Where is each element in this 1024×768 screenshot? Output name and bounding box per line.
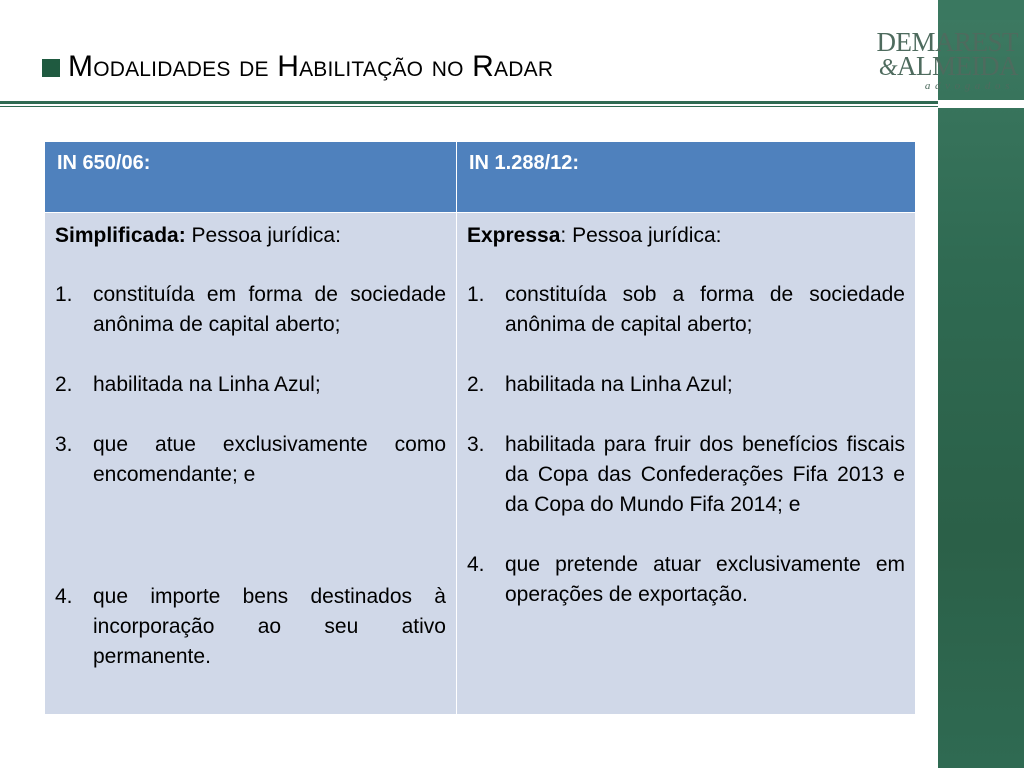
intro-simplificada <box>55 221 446 251</box>
header-in-1288: IN 1.288/12: <box>457 142 916 213</box>
item-number: 4. <box>467 553 485 576</box>
header-rule-thick <box>0 101 938 104</box>
table-body-row <box>45 213 916 715</box>
item-text: constituída sob a forma de sociedade anônima de capital aberto; <box>505 283 905 336</box>
firm-logo <box>868 27 1018 100</box>
intro-label: Simplificada: <box>55 224 186 247</box>
square-bullet-icon <box>42 59 60 77</box>
header-rule-thin <box>0 106 938 107</box>
item-number: 3. <box>55 433 73 456</box>
header-in-650: IN 650/06: <box>45 142 457 213</box>
item-number: 2. <box>55 373 73 396</box>
cell-expressa <box>457 213 916 715</box>
item-text: que atue exclusivamente como encomendante; e <box>93 433 446 486</box>
item-text: habilitada para fruir dos benefícios fiscais da Copa das Confederações Fifa 2013 e da Copa do Mundo Fifa 2014; e <box>505 433 905 516</box>
item-text: habilitada na Linha Azul; <box>93 373 321 396</box>
item-number: 1. <box>55 283 73 306</box>
logo-line-advogados: advogados <box>924 80 1014 92</box>
logo-line-almeida <box>868 51 1018 81</box>
slide-title: Modalidades de Habilitação no Radar <box>68 50 554 83</box>
side-bar-top-strip <box>938 0 1024 20</box>
item-text: habilitada na Linha Azul; <box>505 373 733 396</box>
requirements-list <box>467 280 905 610</box>
requirements-list <box>55 280 446 672</box>
logo-line-demarest: DEMAREST <box>876 27 1018 57</box>
list-item <box>467 550 905 610</box>
list-item <box>55 582 446 672</box>
item-text: constituída em forma de sociedade anônima de capital aberto; <box>93 283 446 336</box>
intro-text: Pessoa jurídica: <box>185 224 341 247</box>
logo-ampersand: & <box>878 55 898 81</box>
cell-simplificada <box>45 213 457 715</box>
item-text: que importe bens destinados à incorporação ao seu ativo permanente. <box>93 585 446 668</box>
item-text: que pretende atuar exclusivamente em operações de exportação. <box>505 553 905 606</box>
table-header-row <box>45 142 916 213</box>
list-item <box>467 280 905 340</box>
title-row <box>42 50 553 84</box>
intro-text: : Pessoa jurídica: <box>560 224 722 247</box>
list-item <box>467 370 905 400</box>
list-item <box>467 430 905 520</box>
item-number: 1. <box>467 283 485 306</box>
list-item <box>55 370 446 400</box>
list-item <box>55 430 446 490</box>
slide-header <box>0 0 1018 110</box>
comparison-table <box>44 141 916 715</box>
intro-expressa <box>467 221 905 251</box>
item-number: 3. <box>467 433 485 456</box>
decorative-side-bar <box>938 0 1024 768</box>
list-item <box>55 280 446 340</box>
logo-almeida-text: ALMEIDA <box>897 51 1018 81</box>
side-bar-divider <box>938 100 1024 108</box>
item-number: 2. <box>467 373 485 396</box>
intro-label: Expressa <box>467 224 561 247</box>
item-number: 4. <box>55 585 73 608</box>
